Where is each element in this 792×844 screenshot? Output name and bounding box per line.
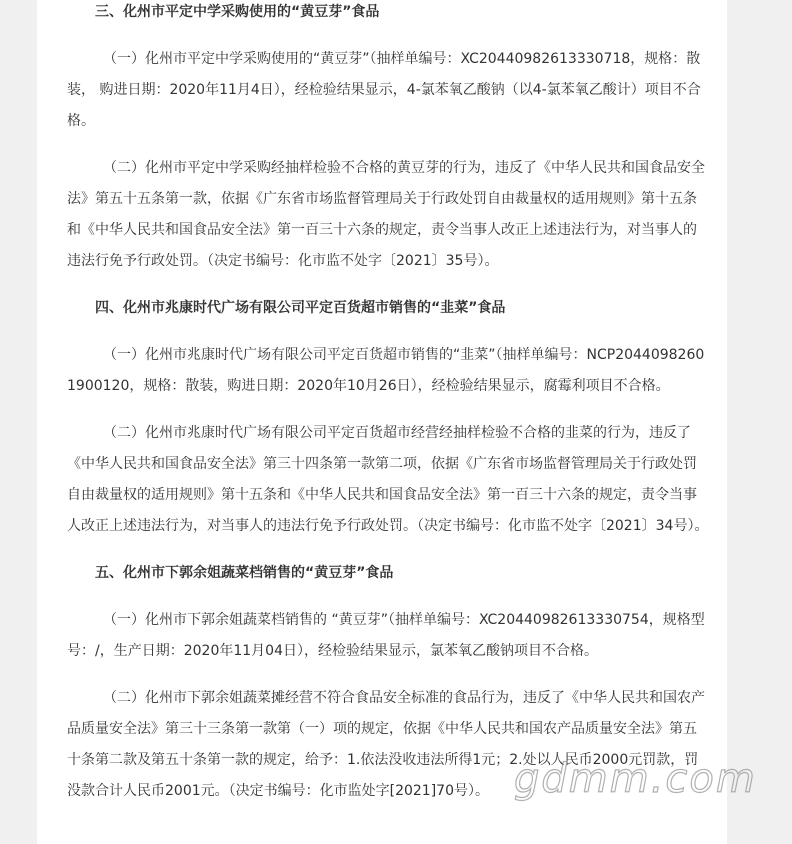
paragraph-4-2: （二）化州市兆康时代广场有限公司平定百货超市经营经抽样检验不合格的韭菜的行为，违反了《中华人民共和国食品安全法》第三十四条第一款第二项，依据《广东省市场监督管理局关于行政处罚自由裁量权的适用规则》第十五条和《中华人民共和国食品安全法》第一百三十六条的规定，责令当事人改正上述违法行为，对当事人的违法行免予行政处罚。（决定书编号：化市监不处字〔2021〕34号）。 [67,425,709,534]
spacer [67,667,709,683]
paragraph-5-1: （一）化州市下郭余姐蔬菜档销售的 “黄豆芽”（抽样单编号：XC20440982613330754，规格型号：/，生产日期：2020年11月04日），经检验结果显示，氯苯氧乙酸钠项目不合格。 [67,612,705,659]
section-heading-3: 三、化州市平定中学采购使用的“黄豆芽”食品 [95,4,380,20]
paragraph-4-1: （一）化州市兆康时代广场有限公司平定百货超市销售的“韭菜”（抽样单编号：NCP20440982601900120，规格：散装，购进日期：2020年10月26日），经检验结果显示，腐霉利项目不合格。 [67,347,705,394]
paragraph-5-2: （二）化州市下郭余姐蔬菜摊经营不符合食品安全标准的食品行为，违反了《中华人民共和国农产品质量安全法》第三十三条第一款第（一）项的规定，依据《中华人民共和国农产品质量安全法》第五十条第二款及第五十条第一款的规定，给予：1.依法没收违法所得1元；2.处以人民币2000元罚款，罚没款合计人民币2001元。（决定书编号：化市监处字[2021]70号）。 [67,690,705,799]
spacer [67,589,709,605]
article-body [67,0,709,807]
spacer [67,402,709,418]
spacer [67,324,709,340]
spacer [67,542,709,558]
spacer [67,28,709,44]
section-heading-4: 四、化州市兆康时代广场有限公司平定百货超市销售的“韭菜”食品 [95,300,506,316]
spacer [67,137,709,153]
paragraph-3-1: （一）化州市平定中学采购使用的“黄豆芽”（抽样单编号：XC20440982613330718，规格：散装， 购进日期：2020年11月4日），经检验结果显示，4-氯苯氧乙酸钠（以4-氯苯氧乙酸计）项目不合格。 [67,51,701,129]
paragraph-3-2: （二）化州市平定中学采购经抽样检验不合格的黄豆芽的行为，违反了《中华人民共和国食品安全法》第五十五条第一款，依据《广东省市场监督管理局关于行政处罚自由裁量权的适用规则》第十五条和《中华人民共和国食品安全法》第一百三十六条的规定，责令当事人改正上述违法行为，对当事人的违法行免予行政处罚。（决定书编号：化市监不处字〔2021〕35号）。 [67,160,705,269]
article-page [37,0,727,844]
spacer [67,277,709,293]
section-heading-5: 五、化州市下郭余姐蔬菜档销售的“黄豆芽”食品 [95,565,394,581]
